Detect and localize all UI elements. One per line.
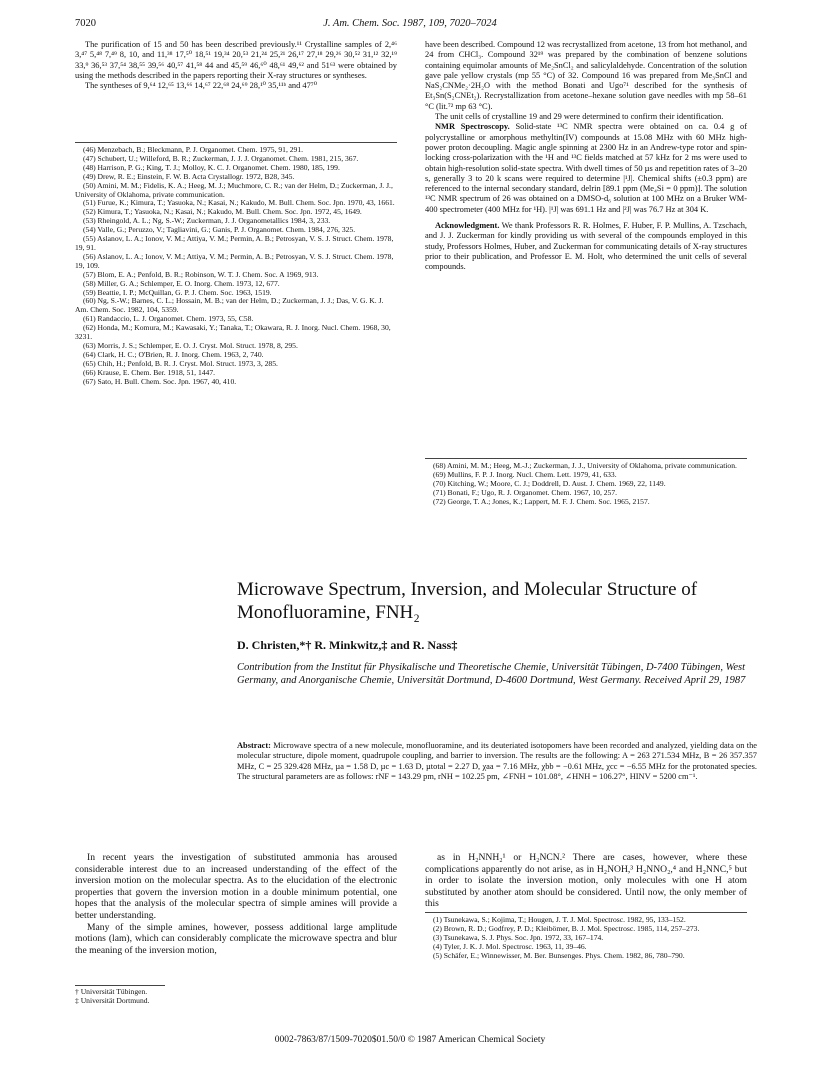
reference-entry: (5) Schäfer, E.; Winnewisser, M. Ber. Bunsenges. Phys. Chem. 1982, 86, 780–790. — [433, 950, 685, 960]
reference-entry: (49) Drew, R. E.; Einstein, F. W. B. Acta Crystallogr. 1972, B28, 345. — [83, 171, 295, 181]
title-line: Microwave Spectrum, Inversion, and Molecular Structure of — [237, 579, 698, 600]
divider — [425, 458, 747, 459]
reference-list-right — [425, 462, 747, 507]
reference-entry: (56) Aslanov, L. A.; Ionov, V. M.; Attiya, V. M.; Permin, A. B.; Petrosyan, V. S. J. Struct. Chem. 1978, 19, 109. — [75, 251, 394, 270]
acknowledgment-paragraph — [425, 221, 747, 272]
footnote-entry: ‡ Universität Dortmund. — [75, 995, 150, 1005]
reference-entry: (69) Mullins, F. P. J. Inorg. Nucl. Chem. Lett. 1979, 41, 633. — [433, 469, 617, 479]
paragraph-text: We thank Professors R. R. Holmes, F. Huber, F. P. Mullins, A. Tzschach, and J. J. Zuckerman for kindly providing us with several of the compounds employed in this study, Professors Holmes, Huber, and Zuckerman for communicating details of X-ray structures prior to their publication, and Professor E. M. Holt, who determined the unit cells of several compounds. — [425, 221, 747, 272]
footnotes-left — [75, 988, 397, 1006]
reference-entry: (4) Tyler, J. K. J. Mol. Spectrosc. 1963, 11, 39–46. — [433, 941, 587, 951]
article-header — [237, 578, 757, 687]
paragraph: The unit cells of crystalline 19 and 29 were determined to confirm their identification. — [435, 112, 724, 122]
reference-entry: (48) Harrison, P. G.; King, T. J.; Molloy, K. C. J. Organomet. Chem. 1980, 185, 199. — [83, 162, 340, 172]
reference-entry: (62) Honda, M.; Komura, M.; Kawasaki, Y.; Tanaka, T.; Okawara, R. J. Inorg. Nucl. Chem. 1968, 30, 3231. — [75, 323, 391, 342]
footnote-divider — [425, 912, 747, 913]
reference-entry: (57) Blom, E. A.; Penfold, B. R.; Robinson, W. T. J. Chem. Soc. A 1969, 913. — [83, 269, 319, 279]
reference-entry: (53) Rheingold, A. L.; Ng, S.-W.; Zuckerman, J. J. Organometallics 1984, 3, 233. — [83, 216, 331, 226]
paragraph: as in H₂NNH₂¹ or H₂NCN.² There are cases, however, where these complications apparently do not arise, as in H₂NOH,³ H₂NNO₂,⁴ and H₂NNC,⁵ but in order to isolate the inversion motion, only molecules with one H atom substituted by another atom should be considered. Until now, the only member of this — [425, 852, 747, 910]
page-number: 7020 — [75, 18, 96, 29]
reference-entry: (46) Menzebach, B.; Bleckmann, P. J. Organomet. Chem. 1975, 91, 291. — [83, 145, 304, 154]
reference-entry: (50) Amini, M. M.; Fidelis, K. A.; Heeg, M. J.; Muchmore, C. R.; van der Helm, D.; Zuckerman, J. J., University of Oklahoma, private communication. — [75, 180, 393, 199]
authors: D. Christen,*† R. Minkwitz,‡ and R. Nass‡ — [237, 638, 458, 652]
paragraph-text: Solid-state ¹³C NMR spectra were obtained on ca. 0.4 g of polycrystalline or amorphous methyltin(IV) compounds at 15.08 MHz with 60 MHz high-power proton decoupling. Magic angle spinning at 2300 Hz in an Andrew-type rotor and spin-locking cross-polarization with the ¹H and ¹³C fields matched at 57 kHz for 2 ms were used to obtain high-resolution solid-state spectra. With dwell times of 50 µs and repetition rates of 3–20 s, generally 3 to 20 k scans were required to determine |¹J|. Chemical shifts (±0.3 ppm) are referenced to the internal secondary standard, delrin [89.1 ppm (Me₄Si = 0 ppm)]. The solution ¹³C NMR spectrum of 26 was obtained on a DMSO-d₆ solution at 100 MHz on a Bruker WM-400 spectrometer (400 MHz for ¹H). |¹J| was 691.1 Hz and |²J| was 76.7 Hz at 304 K. — [425, 122, 747, 214]
reference-entry: (67) Sato, H. Bull. Chem. Soc. Jpn. 1967, 40, 410. — [83, 376, 237, 386]
running-header: J. Am. Chem. Soc. 1987, 109, 7020–7024 — [323, 18, 497, 29]
reference-entry: (59) Beattie, I. P.; McQuillan, G. P. J. Chem. Soc. 1963, 1519. — [83, 287, 272, 297]
reference-entry: (64) Clark, H. C.; O'Brien, R. J. Inorg. Chem. 1963, 2, 740. — [83, 349, 264, 359]
paragraph: In recent years the investigation of substituted ammonia has aroused considerable interest due to an increased understanding of the effect of the inversion motion on the molecular spectra. As to the elucidation of the electronic properties that govern the inversion motion in a double minimum potential, one hopes that the analysis of the molecular spectra of simple amines will provide a better understanding. — [75, 852, 397, 921]
reference-entry: (1) Tsunekawa, S.; Kojima, T.; Hougen, J. T. J. Mol. Spectrosc. 1982, 95, 133–152. — [433, 915, 686, 924]
divider — [75, 142, 397, 143]
paragraph: Many of the simple amines, however, possess additional large amplitude motions (lam), which can considerably complicate the microwave spectra and blur the meaning of the inversion motion, — [75, 921, 397, 956]
reference-entry: (68) Amini, M. M.; Heeg, M.-J.; Zuckerman, J. J., University of Oklahoma, private communication. — [433, 461, 737, 470]
abstract-text: Microwave spectra of a new molecule, monofluoramine, and its deuteriated isotopomers have been recorded and analyzed, yielding data on the molecular structure, dipole moment, quadrupole coupling, and barrier to inversion. The results are the following: A = 263 271.534 MHz, B = 26 357.357 MHz, C = 25 329.428 MHz, µa = 1.58 D, µc = 1.63 D, µtotal = 2.27 D, χaa = 7.16 MHz, χbb = −0.61 MHz, χcc = −6.55 MHz for the protonated species. The structural parameters are as follows: rNF = 143.29 pm, rNH = 102.25 pm, ∠FNH = 101.08°, ∠HNH = 106.27°, HINV = 5200 cm⁻¹. — [237, 741, 757, 781]
reference-entry: (65) Chih, H.; Penfold, B. R. J. Cryst. Mol. Struct. 1973, 3, 285. — [83, 358, 278, 368]
reference-entry: (61) Randaccio, L. J. Organomet. Chem. 1973, 55, C58. — [83, 314, 254, 324]
reference-entry: (71) Bonati, F.; Ugo, R. J. Organomet. Chem. 1967, 10, 257. — [433, 487, 618, 497]
reference-entry: (63) Morris, J. S.; Schlemper, E. O. J. Cryst. Mol. Struct. 1978, 8, 295. — [83, 340, 298, 350]
article-title — [237, 578, 757, 624]
experimental-right — [425, 40, 747, 273]
reference-entry: (2) Brown, R. D.; Godfrey, P. D.; Kleibömer, B. J. Mol. Spectrosc. 1985, 114, 257–273. — [433, 923, 700, 933]
paragraph: The syntheses of 9,⁶⁴ 12,⁶⁵ 13,⁶⁶ 14,⁶⁷ 22,⁶⁸ 24,⁶⁹ 28,¹⁰ 35,¹¹ᵇ and 47⁷⁰ — [85, 81, 318, 91]
title-line: Monofluoramine, FNH₂ — [237, 602, 420, 623]
copyright-footer: 0002-7863/87/1509-7020$01.50/0 © 1987 American Chemical Society — [274, 1035, 546, 1045]
reference-entry: (72) George, T. A.; Jones, K.; Lappert, M. F. J. Chem. Soc. 1965, 2157. — [433, 496, 650, 506]
reference-entry: (66) Krause, E. Chem. Ber. 1918, 51, 1447. — [83, 367, 216, 377]
reference-entry: (60) Ng, S.-W.; Barnes, C. L.; Hossain, M. B.; van der Helm, D.; Zuckerman, J. J.; Das, V. G. K. J. Am. Chem. Soc. 1982, 104, 5359. — [75, 296, 384, 315]
reference-entry: (52) Kimura, T.; Yasuoka, N.; Kasai, N.; Kakudo, M. Bull. Chem. Soc. Jpn. 1972, 45, 1649. — [83, 207, 362, 217]
abstract — [237, 741, 757, 782]
reference-entry: (70) Kitching, W.; Moore, C. J.; Doddrell, D. Aust. J. Chem. 1969, 22, 1149. — [433, 478, 666, 488]
abstract-heading: Abstract: — [237, 741, 271, 750]
experimental-continued — [75, 40, 397, 91]
footnote-divider — [75, 985, 165, 986]
footnote-entry: † Universität Tübingen. — [75, 987, 148, 996]
affiliation: Contribution from the Institut für Physikalische und Theoretische Chemie, Universität Tübingen, D-7400 Tübingen, West Germany, and Anorganische Chemie, Universität Dortmund, D-4600 Dortmund, West Germany. Received April 29, 1987 — [237, 662, 746, 686]
body-column-right — [425, 852, 747, 910]
section-heading: Acknowledgment. — [435, 221, 500, 231]
section-heading: NMR Spectroscopy. — [435, 122, 510, 132]
reference-entry: (3) Tsunekawa, S. J. Phys. Soc. Jpn. 1972, 33, 167–174. — [433, 932, 604, 942]
reference-entry: (55) Aslanov, L. A.; Ionov, V. M.; Attiya, V. M.; Permin, A. B.; Petrosyan, V. S. J. Struct. Chem. 1978, 19, 91. — [75, 234, 394, 252]
reference-entry: (58) Miller, G. A.; Schlemper, E. O. Inorg. Chem. 1973, 12, 677. — [83, 278, 280, 288]
reference-entry: (54) Valle, G.; Peruzzo, V.; Tagliavini, G.; Ganis, P. J. Organomet. Chem. 1984, 276, 325. — [83, 225, 356, 235]
reference-entry: (47) Schubert, U.; Willeford, B. R.; Zuckerman, J. J. J. Organomet. Chem. 1981, 215, 367. — [83, 153, 359, 163]
nmr-paragraph — [425, 122, 747, 215]
body-column-left — [75, 852, 397, 956]
paragraph: The purification of 15 and 50 has been described previously.¹¹ Crystalline samples of 2,⁴⁶ 3,⁴⁷ 5,⁴⁸ 7,⁴⁹ 8, 10, and 11,³⁸ 17,⁵⁰ 18,⁵¹ 19,³⁴ 20,⁵³ 21,²⁴ 25,²¹ 26,¹⁷ 27,¹⁸ 29,²⁶ 30,⁵² 31,¹² 32,¹⁹ 33,⁹ 36,⁵³ 37,⁵⁴ 38,⁵⁵ 39,⁵⁶ 40,⁵⁷ 41,⁵⁸ 44 and 45,⁵⁹ 46,⁶⁰ 48,⁶¹ 49,⁶² and 51⁶³ were obtained by using the methods described in the papers reporting their X-ray structures or syntheses. — [75, 40, 397, 80]
footnotes-right — [425, 916, 747, 961]
paragraph: have been described. Compound 12 was recrystallized from acetone, 13 from hot methanol, and 24 from CHCl₃. Compound 32¹⁹ was prepared by the combination of benzene solutions containing equimolar amounts of Me₂SnCl₂ and salicylaldehyde. Concentration of the solution gave pale yellow crystals (mp 55 °C) of 32. Compound 16 was prepared from Me₃SnCl and NaS₂CNMe₂·2H₂O with the method Bonati and Ugo⁷¹ described for the synthesis of Et₃Sn(S₂CNEt₂). Recrystallization from acetone–hexane solution gave needles with mp 58–61 °C (lit.⁷² mp 63 °C). — [425, 40, 747, 111]
reference-entry: (51) Furue, K.; Kimura, T.; Yasuoka, N.; Kasai, N.; Kakudo, M. Bull. Chem. Soc. Jpn. 1970, 43, 1661. — [83, 198, 395, 208]
reference-list-left — [75, 146, 397, 386]
